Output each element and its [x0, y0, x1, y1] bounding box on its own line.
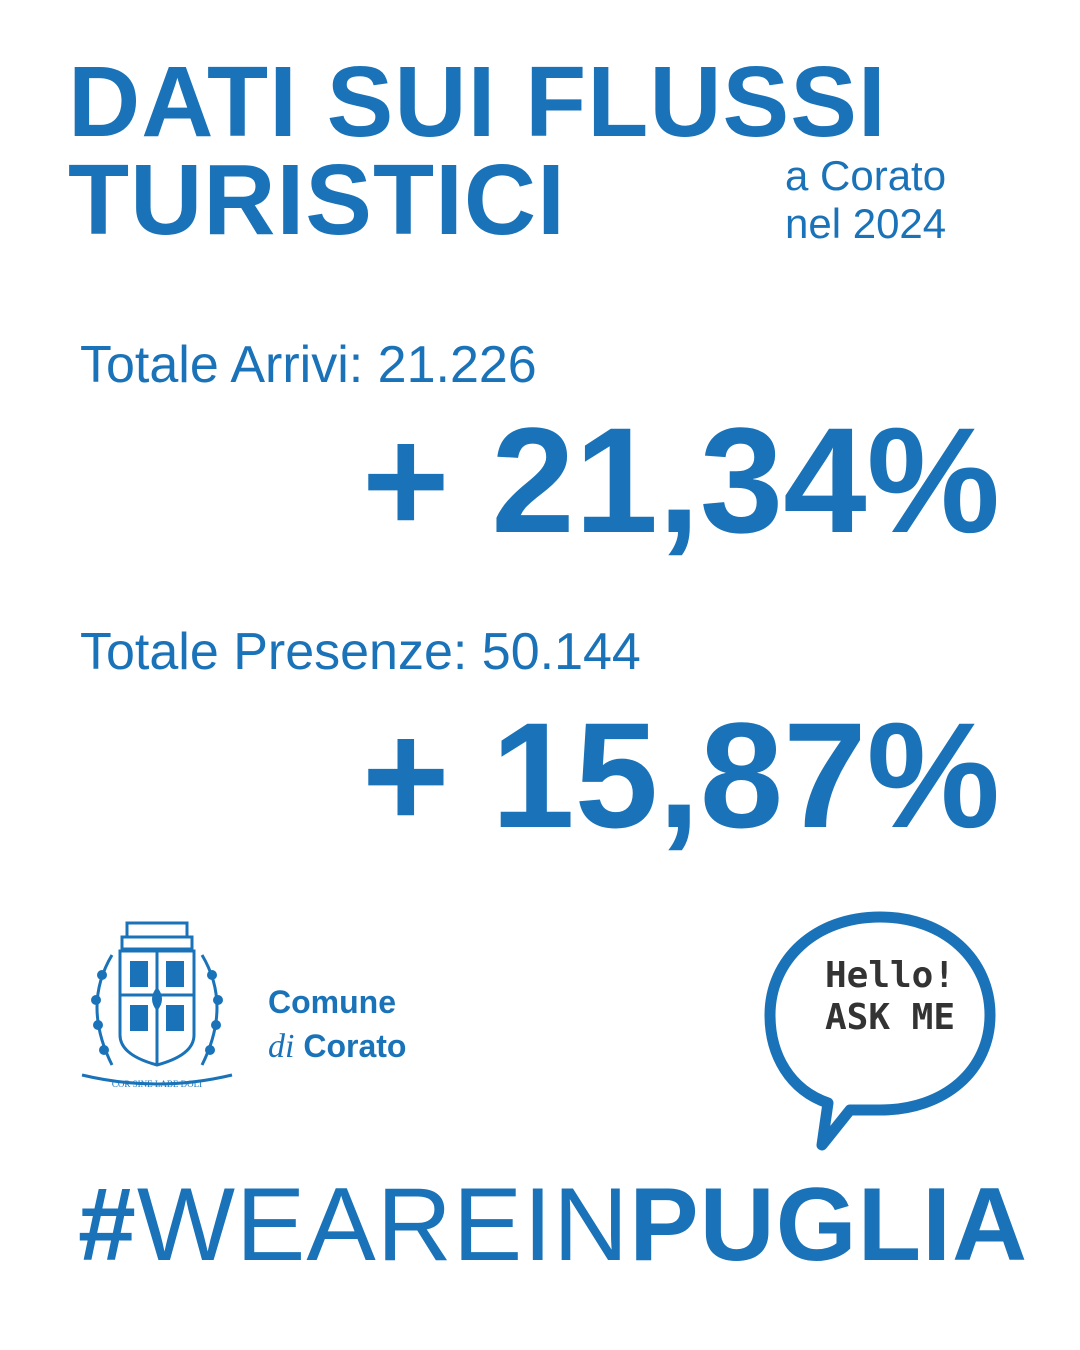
subtitle-line-2: nel 2024: [785, 200, 947, 247]
presences-label: Totale Presenze: 50.144: [80, 623, 641, 681]
hashtag: [78, 1167, 1029, 1283]
arrivals-change: + 21,34%: [361, 396, 1000, 564]
hashtag-symbol: #: [78, 1167, 137, 1283]
bubble-line-1: Hello!: [824, 955, 956, 996]
municipality-city: Corato: [303, 1028, 407, 1064]
arrivals-label: Totale Arrivi: 21.226: [80, 336, 537, 394]
presences-change: + 15,87%: [361, 691, 1000, 859]
title-line-1: DATI SUI FLUSSI: [68, 46, 887, 158]
municipality-prefix: di: [268, 1028, 295, 1065]
municipality-line-1: Comune: [268, 984, 396, 1020]
bubble-text: [790, 955, 990, 1039]
coat-of-arms-icon: [72, 915, 242, 1095]
municipality-name: [268, 980, 406, 1069]
motto-text: COR SINE LABE DOLI: [111, 1079, 203, 1089]
hashtag-light: WEAREIN: [136, 1167, 630, 1283]
hashtag-bold: PUGLIA: [629, 1167, 1029, 1283]
title-line-2: TURISTICI: [68, 144, 566, 256]
subtitle: [785, 152, 946, 248]
bubble-line-2: ASK ME: [824, 997, 956, 1038]
subtitle-line-1: a Corato: [785, 152, 947, 199]
